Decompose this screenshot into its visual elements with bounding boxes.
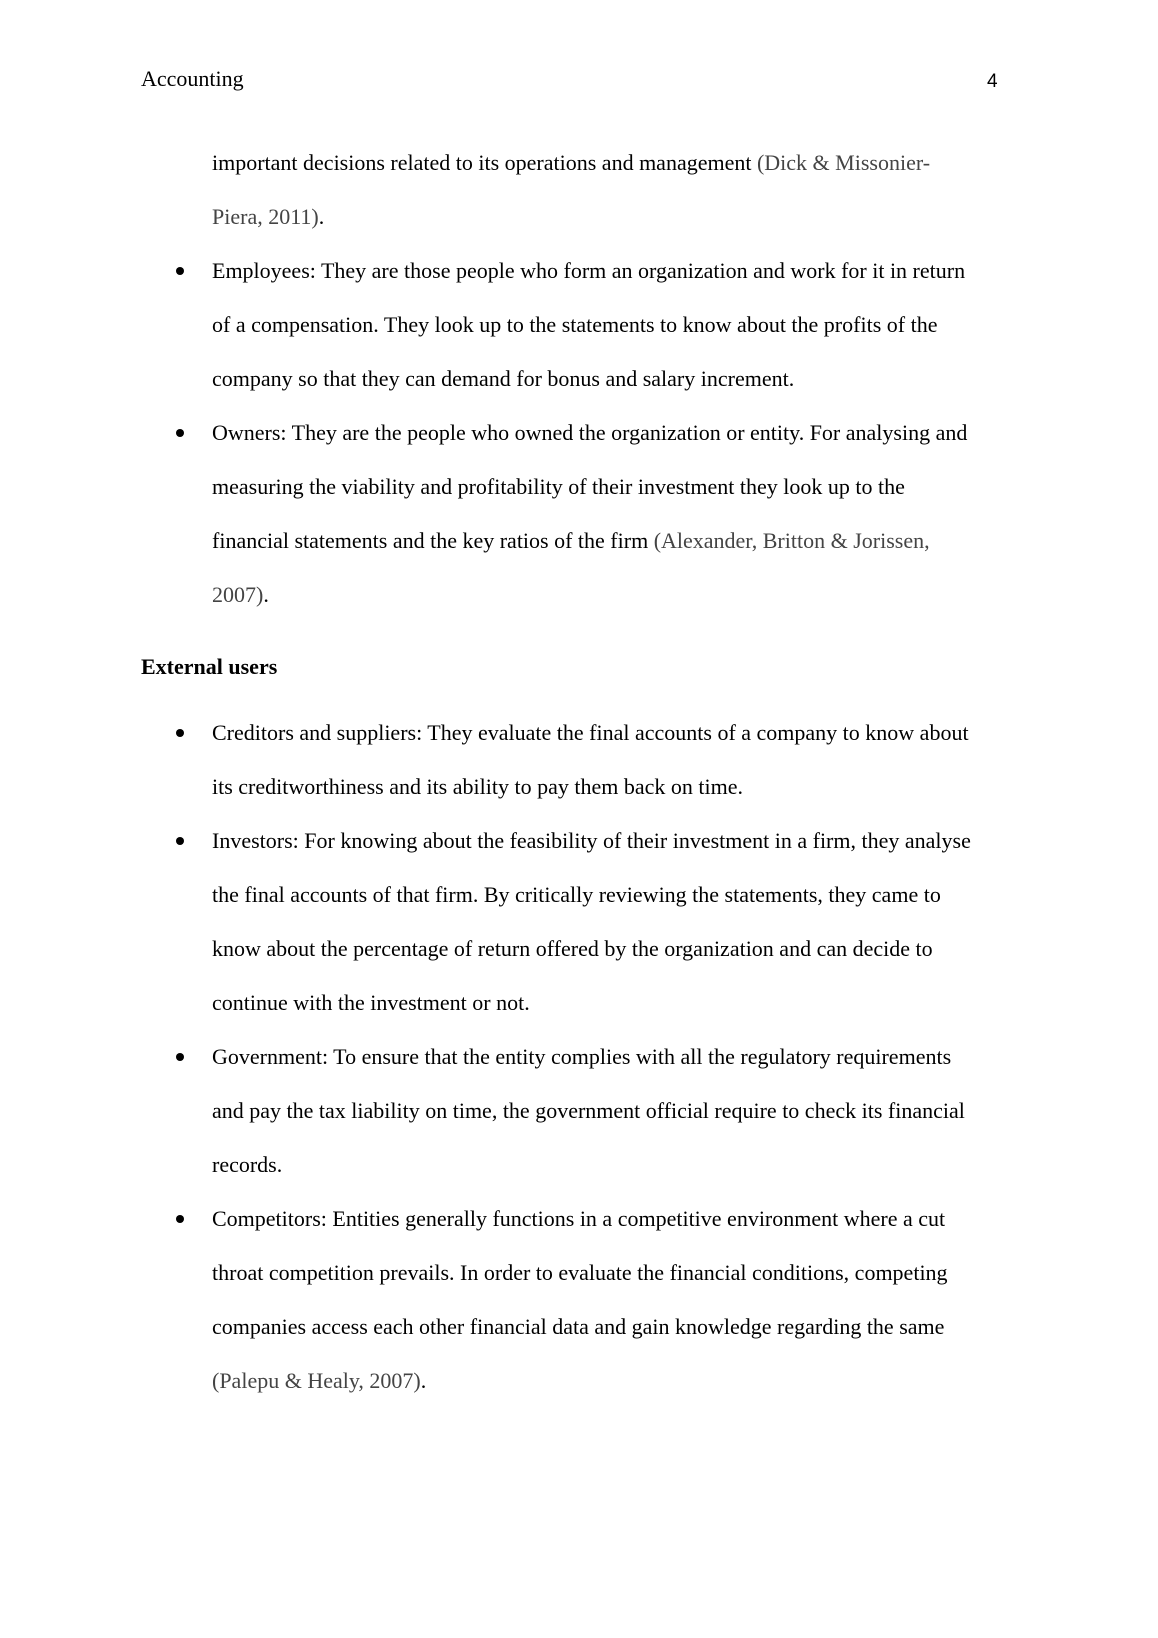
list-item-investors-line-2: the final accounts of that firm. By critically reviewing the statements, they came to: [212, 882, 941, 907]
list-item-competitors-line-4: [212, 1366, 426, 1396]
page-number: 4: [987, 71, 998, 92]
list-item-creditors-line-1: Creditors and suppliers: They evaluate the final accounts of a company to know about: [212, 720, 969, 745]
running-head: Accounting: [141, 66, 244, 91]
list-item-investors-line-4: continue with the investment or not.: [212, 990, 530, 1015]
list-item-competitors-line-2: throat competition prevails. In order to evaluate the financial conditions, competing: [212, 1260, 948, 1285]
bullet-icon: [176, 429, 184, 437]
list-item-owners-line-4: [212, 580, 269, 610]
list-item-government-line-1: Government: To ensure that the entity complies with all the regulatory requirements: [212, 1044, 952, 1069]
bullet-icon: [176, 1053, 184, 1061]
bullet-icon: [176, 729, 184, 737]
section-heading-external-users: External users: [141, 654, 278, 679]
continuation-line-2: [212, 202, 324, 232]
list-item-owners-line-2: measuring the viability and profitability of their investment they look up to the: [212, 474, 905, 499]
list-item-investors-line-3: know about the percentage of return offered by the organization and can decide to: [212, 936, 933, 961]
list-item-owners-line-1: Owners: They are the people who owned the organization or entity. For analysing and: [212, 420, 968, 445]
citation: (Dick & Missonier-: [756, 150, 931, 175]
list-item-government-line-2: and pay the tax liability on time, the government official require to check its financial: [212, 1098, 965, 1123]
continuation-text: .: [318, 204, 325, 229]
bullet-icon: [176, 837, 184, 845]
list-item-creditors-line-2: its creditworthiness and its ability to pay them back on time.: [212, 774, 743, 799]
list-item-competitors-line-3: companies access each other financial data and gain knowledge regarding the same: [212, 1314, 945, 1339]
list-item-investors-line-1: Investors: For knowing about the feasibility of their investment in a firm, they analyse: [212, 828, 971, 853]
list-item-government-line-3: records.: [212, 1152, 283, 1177]
list-item-employees-line-3: company so that they can demand for bonus and salary increment.: [212, 366, 795, 391]
citation: (Palepu & Healy, 2007): [212, 1368, 421, 1393]
competitors-text: .: [420, 1368, 427, 1393]
continuation-line-1: [212, 148, 930, 178]
citation: (Alexander, Britton & Jorissen,: [653, 528, 930, 553]
list-item-employees-line-2: of a compensation. They look up to the statements to know about the profits of the: [212, 312, 938, 337]
list-item-owners-line-3: [212, 526, 930, 556]
continuation-text: important decisions related to its operations and management: [212, 150, 757, 175]
owners-text: .: [263, 582, 269, 607]
bullet-icon: [176, 1215, 184, 1223]
owners-text: financial statements and the key ratios of the firm: [212, 528, 654, 553]
list-item-employees-line-1: Employees: They are those people who form an organization and work for it in return: [212, 258, 966, 283]
bullet-icon: [176, 267, 184, 275]
citation: Piera, 2011): [212, 204, 319, 229]
citation: 2007): [212, 582, 264, 607]
list-item-competitors-line-1: Competitors: Entities generally functions in a competitive environment where a cut: [212, 1206, 946, 1231]
